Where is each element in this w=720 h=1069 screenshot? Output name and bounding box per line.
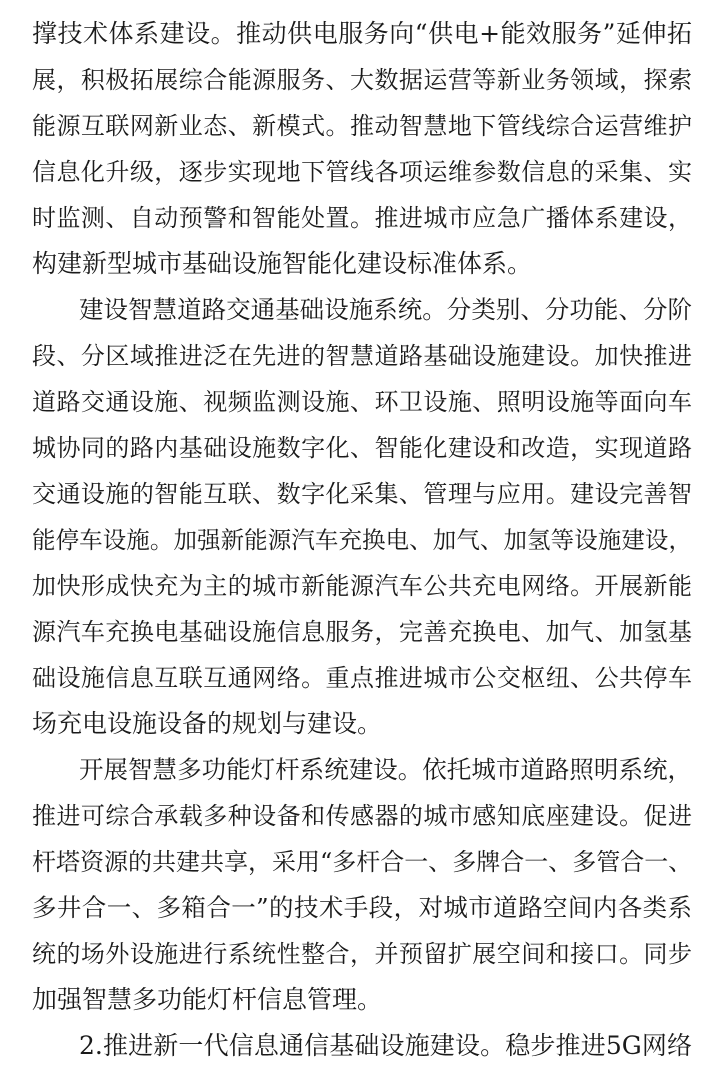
text-line: 段、分区域推进泛在先进的智慧道路基础设施建设。加快推进 bbox=[32, 342, 692, 370]
paragraph-first-line: 开展智慧多功能灯杆系统建设。依托城市道路照明系统， bbox=[79, 755, 692, 784]
text-line: 能源互联网新业态、新模式。推动智慧地下管线综合运营维护 bbox=[32, 112, 692, 140]
text-line: 道路交通设施、视频监测设施、环卫设施、照明设施等面向车 bbox=[32, 388, 692, 416]
text-line: 源汽车充换电基础设施信息服务，完善充换电、加气、加氢基 bbox=[32, 618, 692, 646]
text-line: 多井合一、多箱合一”的技术手段，对城市道路空间内各类系 bbox=[32, 893, 692, 922]
text-line: 信息化升级，逐步实现地下管线各项运维参数信息的采集、实 bbox=[32, 158, 692, 186]
text-line: 推进可综合承载多种设备和传感器的城市感知底座建设。促进 bbox=[32, 802, 692, 830]
text-line: 城协同的路内基础设施数字化、智能化建设和改造，实现道路 bbox=[32, 434, 692, 462]
text-line: 交通设施的智能互联、数字化采集、管理与应用。建设完善智 bbox=[32, 480, 692, 508]
paragraph-first-line: 建设智慧道路交通基础设施系统。分类别、分功能、分阶 bbox=[79, 295, 692, 324]
text-line: 加强智慧多功能灯杆信息管理。 bbox=[32, 985, 383, 1014]
text-line: 时监测、自动预警和智能处置。推进城市应急广播体系建设， bbox=[32, 204, 692, 232]
section-heading-line: 2.推进新一代信息通信基础设施建设。稳步推进5G网络 bbox=[79, 1031, 692, 1060]
text-line: 撑技术体系建设。推动供电服务向“供电+能效服务”延伸拓 bbox=[32, 19, 692, 48]
text-line: 杆塔资源的共建共享，采用“多杆合一、多牌合一、多管合一、 bbox=[32, 848, 693, 876]
text-line: 能停车设施。加强新能源汽车充换电、加气、加氢等设施建设， bbox=[32, 526, 692, 554]
text-line: 场充电设施设备的规划与建设。 bbox=[32, 709, 383, 738]
text-line: 加快形成快充为主的城市新能源汽车公共充电网络。开展新能 bbox=[32, 572, 692, 600]
text-line: 统的场外设施进行系统性整合，并预留扩展空间和接口。同步 bbox=[32, 940, 692, 968]
text-line: 展，积极拓展综合能源服务、大数据运营等新业务领域，探索 bbox=[32, 66, 692, 94]
text-line: 构建新型城市基础设施智能化建设标准体系。 bbox=[32, 249, 533, 278]
text-line: 础设施信息互联互通网络。重点推进城市公交枢纽、公共停车 bbox=[32, 664, 692, 692]
